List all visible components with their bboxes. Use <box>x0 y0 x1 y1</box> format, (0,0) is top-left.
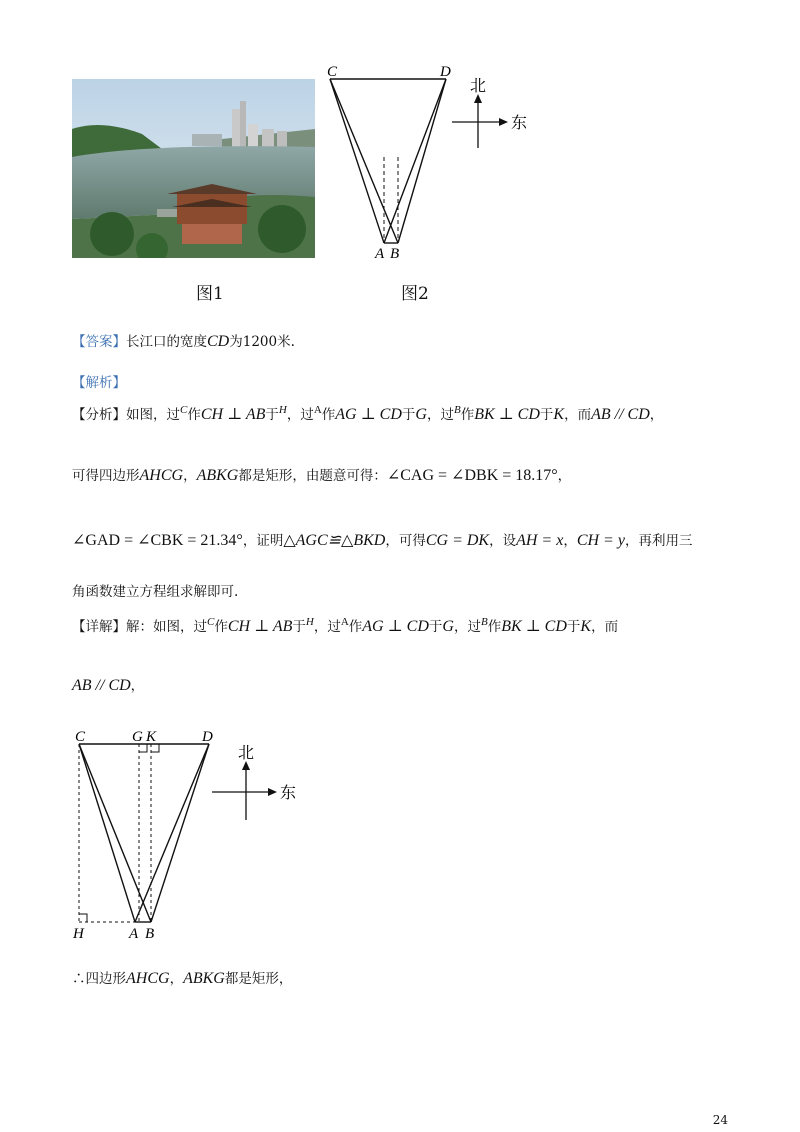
fenxi-text: 【分析】如图，过 <box>72 407 180 423</box>
math-point: A <box>313 404 322 416</box>
math-expr: ABKG <box>196 467 239 484</box>
math-point: C <box>207 616 215 628</box>
math-expr: AG ⊥ CD <box>362 618 429 635</box>
fenxi-text: ，设 <box>489 533 517 549</box>
answer-text-post: 为1200米. <box>229 334 295 350</box>
xiangjie-text: 都是矩形， <box>224 971 293 987</box>
point-G: G <box>132 729 143 745</box>
xiangjie-text: 于 <box>428 619 443 635</box>
xiangjie-text: ，过 <box>453 619 481 635</box>
north-label: 北 <box>238 745 255 762</box>
point-K: K <box>146 729 157 745</box>
fenxi-text: 于 <box>401 407 416 423</box>
fenxi-text: 于 <box>539 407 554 423</box>
xiangjie-text: 作 <box>487 619 502 635</box>
fenxi-line-1 <box>72 403 663 428</box>
math-expr: AB // CD <box>591 406 650 423</box>
fenxi-line-3 <box>72 529 692 553</box>
figure2-caption: 图2 <box>401 284 429 304</box>
point-A: A <box>375 246 385 262</box>
fenxi-text: 作 <box>460 407 475 423</box>
analysis-tag: 【解析】 <box>72 375 126 391</box>
fenxi-line-4: 角函数建立方程组求解即可. <box>72 584 239 600</box>
math-expr: CH = y <box>576 532 625 549</box>
math-point: K <box>553 406 565 423</box>
math-expr: ∠GAD = ∠CBK = 21.34° <box>72 532 243 549</box>
math-expr: AB // CD <box>72 677 131 694</box>
math-expr: AH = x <box>516 532 564 549</box>
math-point: A <box>340 616 349 628</box>
fenxi-text: ，过 <box>426 407 454 423</box>
fenxi-line-2 <box>72 464 571 488</box>
point-B: B <box>145 926 155 942</box>
answer-tag: 【答案】 <box>72 334 126 350</box>
xiangjie-text: 【详解】解：如图，过 <box>72 619 207 635</box>
xiangjie-text: 作 <box>214 619 228 635</box>
east-label: 东 <box>280 785 297 802</box>
xiangjie-text: 于 <box>292 619 306 635</box>
point-C: C <box>75 729 86 745</box>
math-expr: △AGC≌△BKD <box>283 532 386 549</box>
xiangjie-text: ， <box>169 971 184 987</box>
fenxi-text: ，再利用三 <box>624 533 693 549</box>
fenxi-text: ， <box>563 533 577 549</box>
math-expr: ∠CAG = ∠DBK = 18.17° <box>386 467 558 484</box>
math-point: H <box>278 404 287 416</box>
math-point: K <box>580 618 592 635</box>
compass-icon <box>452 77 527 148</box>
point-D: D <box>440 64 451 80</box>
point-B: B <box>390 246 400 262</box>
fenxi-text: ， <box>557 468 572 484</box>
compass-icon <box>212 744 296 820</box>
math-point: C <box>180 404 188 416</box>
xiangjie-text: ，而 <box>591 619 619 635</box>
point-H: H <box>73 926 84 942</box>
north-label: 北 <box>470 78 487 95</box>
math-point: B <box>453 404 461 416</box>
fenxi-text: 于 <box>265 407 279 423</box>
answer-text-pre: 长江口的宽度 <box>126 334 207 350</box>
math-point: H <box>305 616 314 628</box>
fenxi-text: ，而 <box>564 407 592 423</box>
answer-math: CD <box>207 333 230 350</box>
math-expr: BK ⊥ CD <box>474 406 540 423</box>
math-expr: AHCG <box>126 970 170 987</box>
fenxi-text: ， <box>183 468 197 484</box>
east-label: 东 <box>511 115 528 132</box>
point-A: A <box>129 926 139 942</box>
point-C: C <box>327 64 338 80</box>
fenxi-text: 都是矩形，由题意可得： <box>238 468 387 484</box>
fenxi-text: ，证明 <box>242 533 284 549</box>
city-river-photo <box>72 79 315 258</box>
math-point: G <box>415 406 427 423</box>
page-number: 24 <box>712 1113 728 1127</box>
figure3-diagram <box>60 720 320 945</box>
math-expr: CG = DK <box>425 532 490 549</box>
xiangjie-text: ∴四边形 <box>72 971 126 987</box>
fenxi-text: ，过 <box>286 407 314 423</box>
fenxi-text: ， <box>649 407 664 423</box>
math-point: B <box>480 616 488 628</box>
math-expr: BK ⊥ CD <box>501 618 567 635</box>
xiangjie-text: 作 <box>348 619 363 635</box>
xiangjie-line-1 <box>72 615 618 640</box>
xiangjie-line-2 <box>72 674 144 698</box>
answer-line <box>72 330 295 354</box>
xiangjie-text: ， <box>130 678 145 694</box>
xiangjie-text: 于 <box>566 619 581 635</box>
xiangjie-line-3 <box>72 967 292 991</box>
math-expr: CH ⊥ AB <box>227 618 293 635</box>
fenxi-text: 作 <box>321 407 336 423</box>
math-expr: CH ⊥ AB <box>200 406 266 423</box>
math-expr: AHCG <box>139 467 184 484</box>
fenxi-text: 作 <box>187 407 201 423</box>
point-D: D <box>202 729 213 745</box>
figure1-caption: 图1 <box>196 284 224 304</box>
math-point: G <box>442 618 454 635</box>
figure2-diagram <box>320 60 550 265</box>
fenxi-text: ，可得 <box>385 533 426 549</box>
math-expr: AG ⊥ CD <box>335 406 402 423</box>
fenxi-text: 可得四边形 <box>72 468 140 484</box>
math-expr: ABKG <box>183 970 225 987</box>
xiangjie-text: ，过 <box>313 619 341 635</box>
